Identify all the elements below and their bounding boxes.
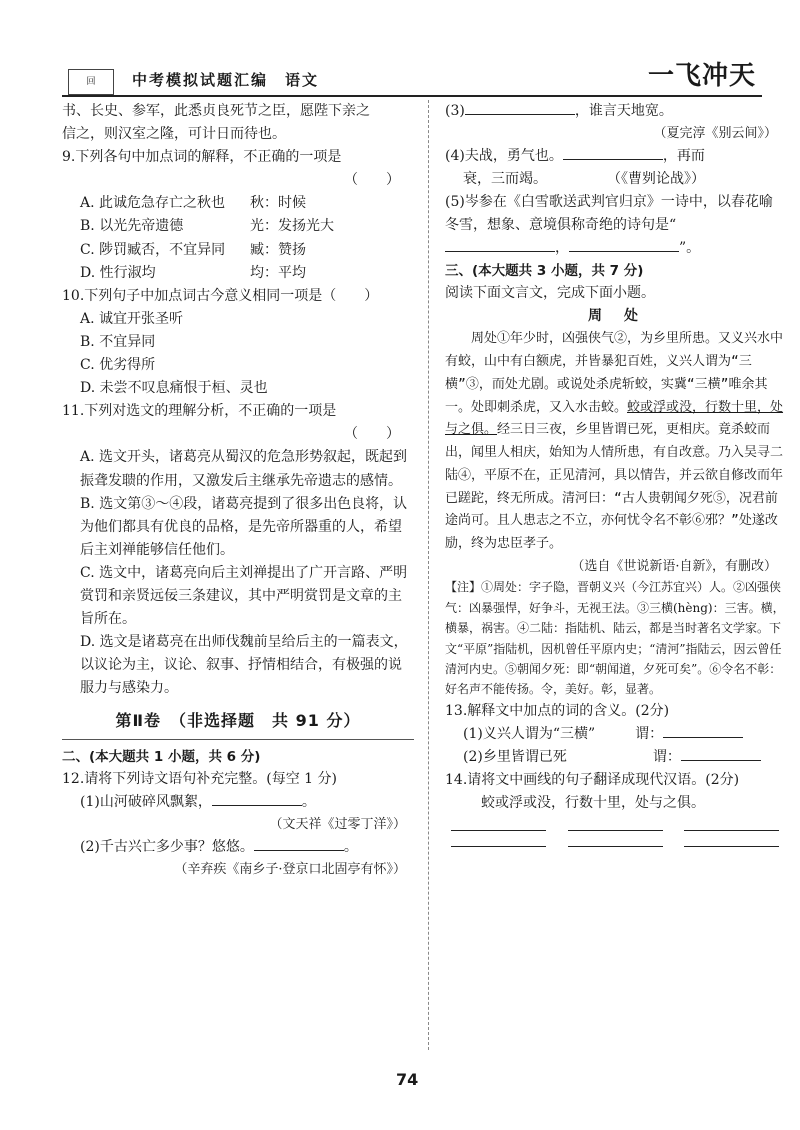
- left-column: [62, 100, 414, 880]
- part-2-heading: 第Ⅱ卷 （非选择题 共 91 分）: [62, 708, 414, 739]
- q12-item-5: (5)岑参在《白雪歌送武判官归京》一诗中，以春花喻冬雪，想象、意境俱称奇绝的诗句是“， ”。: [445, 193, 773, 256]
- page-number: 74: [396, 1070, 419, 1089]
- answer-blank[interactable]: [681, 746, 761, 761]
- question-11: 11.下列对选文的理解分析，不正确的一项是: [62, 403, 337, 420]
- q9-option-a: A. 此诚危急存亡之秋也 秋：时候: [80, 195, 306, 212]
- question-14: 14.请将文中画线的句子翻译成现代汉语。(2分): [445, 772, 740, 789]
- q11-option-b: B. 选文第③～④段，诸葛亮提到了很多出色良将，认为他们都具有优良的品格，是先帝所器重的人，希望后主刘禅能够信任他们。: [80, 495, 408, 558]
- q9-option-b: B. 以光先帝遗德 光：发扬光大: [80, 218, 334, 235]
- q12-item-3: (3) ，谁言天地宽。: [445, 100, 785, 123]
- answer-paren: （ ）: [344, 426, 400, 443]
- book-title: 中考模拟试题汇编 语文: [132, 71, 320, 89]
- question-13: 13.解释文中加点的词的含义。(2分): [445, 702, 670, 719]
- answer-lines[interactable]: [445, 845, 785, 847]
- brand-logo: 一飞冲天: [647, 61, 756, 91]
- q13-item-1: (1)义兴人谓为“三横” 谓：: [445, 723, 785, 746]
- answer-blank[interactable]: [254, 836, 344, 851]
- question-9: 9.下列各句中加点词的解释，不正确的一项是: [62, 149, 342, 166]
- q12-item-1: (1)山河破碎风飘絮， 。: [62, 791, 414, 814]
- continued-text: 信之，则汉室之隆，可计日而待也。: [62, 126, 286, 143]
- q12-item-2: (2)千古兴亡多少事？悠悠。 。: [62, 836, 414, 859]
- q12-item-2-source: （辛弃疾《南乡子·登京口北固亭有怀》）: [174, 861, 406, 877]
- answer-blank[interactable]: [212, 791, 302, 806]
- q9-option-c: C. 陟罚臧否，不宜异同 臧：赞扬: [80, 241, 306, 258]
- q14-sentence: 蛟或浮或没，行数十里，处与之俱。: [481, 795, 705, 812]
- q11-option-d: D. 选文是诸葛亮在出师伐魏前呈给后主的一篇表文，以议论为主，议论、叙事、抒情相结合，有极强的说服力与感染力。: [80, 634, 408, 697]
- answer-blank[interactable]: [563, 145, 663, 160]
- section-2-heading: 二、(本大题共 1 小题，共 6 分): [62, 748, 261, 765]
- column-divider: [428, 100, 429, 1050]
- answer-blank[interactable]: [465, 100, 575, 115]
- q10-option-b: B. 不宜异同: [80, 333, 156, 350]
- question-10: 10.下列句子中加点词古今意义相同一项是（ ）: [62, 287, 379, 304]
- q11-option-c: C. 选文中，诸葛亮向后主刘禅提出了广开言路、严明赏罚和亲贤远佞三条建议，其中严明赏罚是文章的主旨所在。: [80, 564, 408, 628]
- passage-title: 周 处: [588, 308, 642, 325]
- continued-text: 书、长史、参军，此悉贞良死节之臣，愿陛下亲之: [62, 103, 370, 119]
- underlined-sentence: 蛟或浮或没，行数十里，处与之俱。: [445, 399, 784, 438]
- q12-item-1-source: （文天祥《过零丁洋》）: [269, 817, 406, 833]
- right-column: [445, 100, 785, 847]
- answer-paren: （ ）: [344, 172, 400, 189]
- answer-blank[interactable]: [569, 237, 679, 252]
- q12-item-4-cont: 衰，三而竭。 （《曹刿论战》）: [463, 170, 705, 187]
- question-12: 12.请将下列诗文语句补充完整。(每空 1 分): [62, 771, 337, 788]
- answer-blank[interactable]: [663, 723, 743, 738]
- q12-item-4: (4)夫战，勇气也。 ，再而: [445, 145, 785, 168]
- q9-option-d: D. 性行淑均 均：平均: [80, 264, 306, 281]
- answer-lines[interactable]: [445, 829, 785, 831]
- passage-text: 周处①年少时，凶强侠气②，为乡里所患。又义兴水中有蛟，山中有白额虎，并皆暴犯百姓，义兴人谓为“三横”③，而处尤剧。或说处杀虎斩蛟，实冀“三横”唯余其一。处即刺杀虎，又入水击蛟。蛟或浮或没，行数十里，处与之俱。经三日三夜，乡里皆谓已死，更相庆。竟杀蛟而出，闻里人相庆，始知为人情所患，有自改意。乃入吴寻二陆④，平原不在，正见清河，具以情告，并云欲自修改而年已蹉跎，终无所成。清河曰：“古人贵朝闻夕死⑤，况君前途尚可。且人患志之不立，亦何忧令名不彰⑥邪？”处遂改励，终为忠臣孝子。: [445, 331, 784, 552]
- page-header: [62, 55, 762, 97]
- section-3-heading: 三、(本大题共 3 小题，共 7 分): [445, 263, 644, 279]
- reading-instruction: 阅读下面文言文，完成下面小题。: [445, 285, 655, 302]
- q10-option-c: C. 优劣得所: [80, 357, 156, 374]
- q10-option-a: A. 诚宜开张圣听: [80, 310, 184, 327]
- series-logo: 回: [68, 69, 114, 95]
- passage-notes: 【注】①周处：字子隐，晋朝义兴（今江苏宜兴）人。②凶强侠气：凶暴强悍，好争斗，无视王法。③三横(hèng)：三害。横，横暴，祸害。④二陆：指陆机、陆云，都是当时著名文学家。下文“平原”指陆机，因机曾任平原内史；“清河”指陆云，因云曾任清河内史。⑤朝闻夕死：即“朝闻道，夕死可矣”。⑥令名不彰：好名声不能传扬。令，美好。彰，显著。: [445, 580, 785, 697]
- q12-item-3-source: （夏完淳《别云间》）: [653, 126, 777, 142]
- q13-item-2: (2)乡里皆谓已死 谓：: [445, 746, 785, 769]
- passage-source: （选自《世说新语·自新》，有删改）: [571, 558, 777, 574]
- q10-option-d: D. 未尝不叹息痛恨于桓、灵也: [80, 380, 268, 397]
- q11-option-a: A. 选文开头，诸葛亮从蜀汉的危急形势叙起，既起到振聋发聩的作用，又激发后主继承先帝遗志的感情。: [80, 449, 408, 489]
- answer-blank[interactable]: [445, 237, 555, 252]
